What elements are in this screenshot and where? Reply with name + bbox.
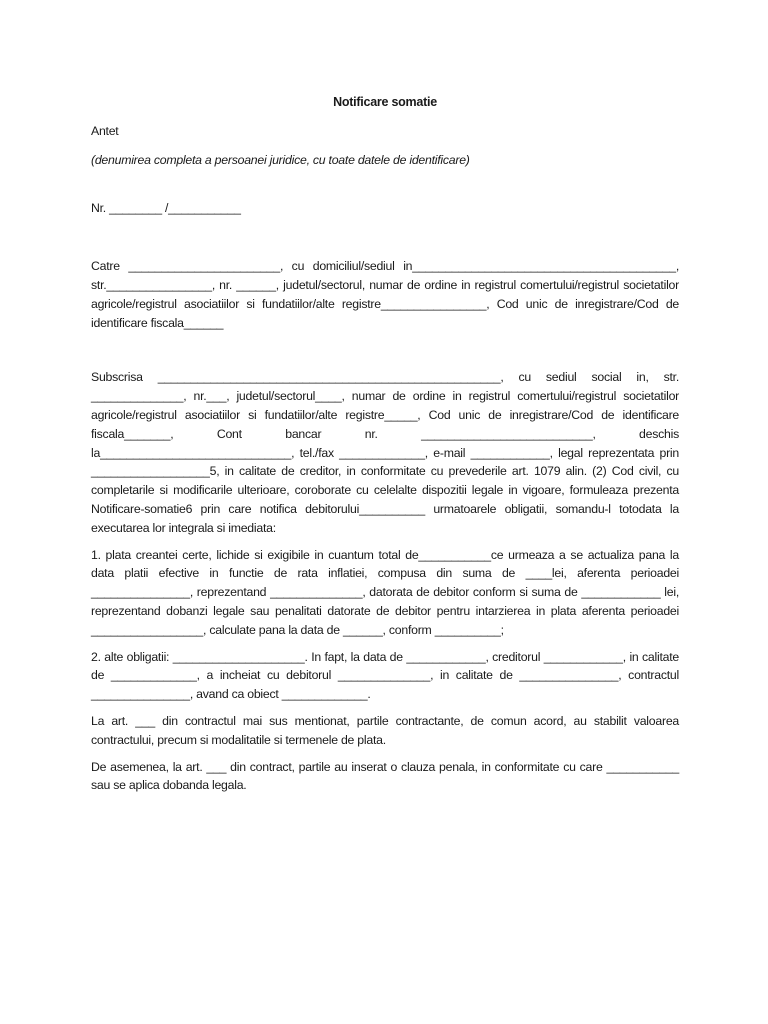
- sender-paragraph: Subscrisa ____________________________________________________, cu sediul social in, str. ______________, nr.___, judetul/sectorul____, numar de ordine in registrul comertului/registrul societatilor agricole/registrul asociatiilor si fundatiilor/alte registre_____, Cod unic de inregistrare/Cod de identificare fiscala_______, Cont bancar nr. __________________________, deschis la_____________________________, tel./fax _____________, e-mail ____________, legal reprezentata prin __________________5, in calitate de creditor, in conformitate cu prevederile art. 1079 alin. (2) Cod civil, cu completarile si modificarile ulterioare, coroborate cu celelalte dispozitii legale in vigoare, formuleaza prezenta Notificare-somatie6 prin care notifica debitorului__________ urmatoarele obligatii, somandu-l totodata la executarea lor integrala si imediata:: [91, 370, 679, 535]
- obligation-item-1: 1. plata creantei certe, lichide si exigibile in cuantum total de___________ce urmeaza a se actualiza pana la data platii efective in functie de rata inflatiei, compusa din suma de ____lei, aferenta perioadei _______________, reprezentand ______________, datorata de debitor conform si suma de ____________ lei, reprezentand dobanzi legale sau penalitati datorate de debitor pentru intarzierea in plata aferenta perioadei _________________, calculate pana la data de ______, conform __________;: [91, 547, 679, 637]
- antet-label: Antet: [91, 123, 119, 138]
- penalty-clause-paragraph: De asemenea, la art. ___ din contract, partile au inserat o clauza penala, in conformitate cu care ___________ sau se aplica dobanda legala.: [91, 759, 679, 793]
- obligation-item-2: 2. alte obligatii: ____________________. In fapt, la data de ____________, creditorul ____________, in calitate de _____________, a incheiat cu debitorul ______________, in calitate de _______________, contractul _______________, avand ca obiect _____________.: [91, 649, 679, 702]
- antet-description: (denumirea completa a persoanei juridice, cu toate datele de identificare): [91, 152, 470, 167]
- contract-article-paragraph: La art. ___ din contractul mai sus mentionat, partile contractante, de comun acord, au stabilit valoarea contractului, precum si modalitatile si termenele de plata.: [91, 713, 679, 747]
- document-title: Notificare somatie: [333, 95, 437, 109]
- document-body: [91, 93, 679, 795]
- registration-number-line: Nr. ________ /___________: [91, 201, 241, 216]
- recipient-paragraph: Catre _______________________, cu domiciliul/sediul in________________________________________, str.________________, nr. ______, judetul/sectorul, numar de ordine in registrul comertului/registrul societatilor agricole/registrul asociatiilor si fundatiilor/alte registre________________, Cod unic de inregistrare/Cod de identificare fiscala______: [91, 259, 679, 330]
